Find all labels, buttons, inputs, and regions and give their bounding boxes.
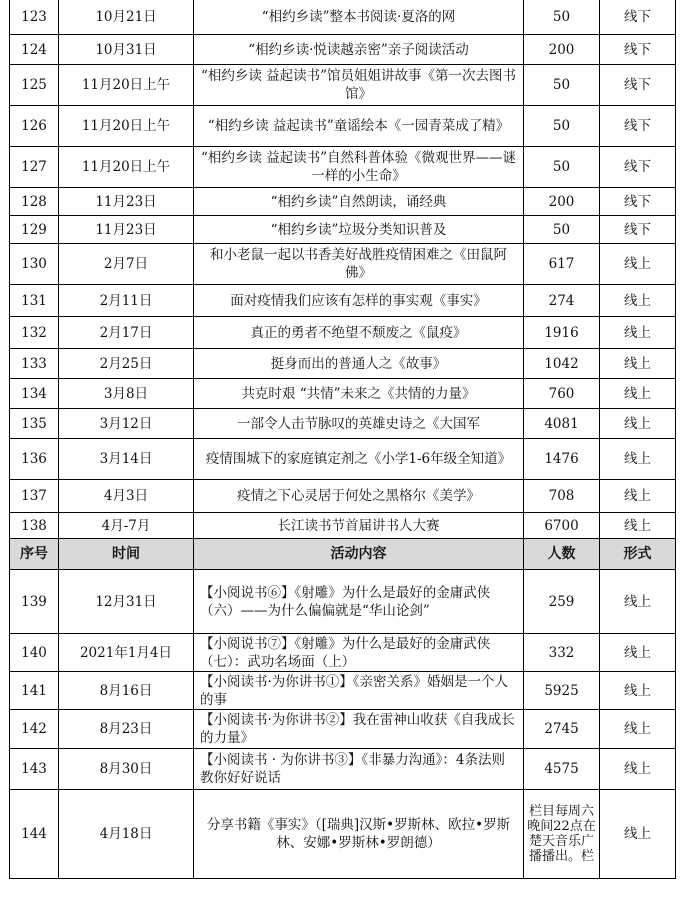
row-date: 2月11日 [59,285,194,317]
row-number: 126 [10,106,59,147]
row-count: 708 [524,480,600,513]
row-form: 线上 [600,480,676,513]
row-form: 线上 [600,285,676,317]
row-content: 和小老鼠一起以书香美好战胜疫情困难之《田鼠阿佛》 [194,244,524,285]
row-form: 线上 [600,790,676,879]
row-date: 11月20日上午 [59,65,194,106]
row-content: “相约乡读 益起读书”童谣绘本《一园青菜成了精》 [194,106,524,147]
row-date: 3月12日 [59,409,194,439]
header-count: 人数 [524,539,600,570]
table-body-lower [10,570,676,879]
table-row [10,439,676,480]
row-date: 8月30日 [59,749,194,790]
row-form: 线上 [600,749,676,790]
row-count: 1042 [524,349,600,379]
row-form: 线上 [600,379,676,409]
table-row [10,672,676,710]
row-form: 线上 [600,672,676,710]
row-form: 线上 [600,570,676,634]
row-number: 130 [10,244,59,285]
row-date: 8月16日 [59,672,194,710]
row-date: 4月-7月 [59,513,194,539]
row-date: 2月7日 [59,244,194,285]
row-number: 143 [10,749,59,790]
row-form: 线上 [600,244,676,285]
row-form: 线上 [600,710,676,749]
row-count: 617 [524,244,600,285]
table-row [10,317,676,349]
row-form: 线下 [600,216,676,244]
row-form: 线上 [600,439,676,480]
row-content: 共克时艰 “共情”未来之《共情的力量》 [194,379,524,409]
row-form: 线上 [600,349,676,379]
row-number: 142 [10,710,59,749]
row-number: 128 [10,188,59,216]
row-count: 栏目每周六晚间22点在楚天音乐广播播出。栏 [524,790,600,879]
table-row [10,379,676,409]
table-row [10,106,676,147]
row-form: 线上 [600,409,676,439]
table-row [10,35,676,65]
row-number: 133 [10,349,59,379]
row-content: 疫情之下心灵居于何处之黑格尔《美学》 [194,480,524,513]
row-date: 3月14日 [59,439,194,480]
row-number: 144 [10,790,59,879]
row-form: 线上 [600,513,676,539]
row-number: 132 [10,317,59,349]
row-number: 138 [10,513,59,539]
row-count: 50 [524,65,600,106]
row-number: 136 [10,439,59,480]
table-row [10,147,676,188]
table-row [10,480,676,513]
row-number: 127 [10,147,59,188]
row-content: 【小阅说书⑦】《射雕》为什么是最好的金庸武侠（七）：武功名场面（上） [194,634,524,672]
table-row [10,570,676,634]
row-number: 141 [10,672,59,710]
table-row [10,0,676,35]
table-header-section [10,539,676,570]
table-row [10,285,676,317]
row-content: 【小阅读书·为你讲书②】我在雷神山收获《自我成长的力量》 [194,710,524,749]
row-form: 线下 [600,35,676,65]
row-number: 123 [10,0,59,35]
row-content: 长江读书节首届讲书人大赛 [194,513,524,539]
row-form: 线下 [600,0,676,35]
table-row [10,634,676,672]
row-number: 125 [10,65,59,106]
row-count: 4575 [524,749,600,790]
row-count: 1476 [524,439,600,480]
row-content: “相约乡读”自然朗读，诵经典 [194,188,524,216]
row-date: 2月17日 [59,317,194,349]
row-number: 129 [10,216,59,244]
table-row [10,244,676,285]
row-count: 274 [524,285,600,317]
table-row [10,216,676,244]
row-count: 259 [524,570,600,634]
row-number: 131 [10,285,59,317]
row-number: 139 [10,570,59,634]
row-form: 线下 [600,147,676,188]
row-count: 200 [524,188,600,216]
row-date: 10月31日 [59,35,194,65]
row-count: 50 [524,106,600,147]
row-content: “相约乡读 益起读书”自然科普体验《微观世界——谜一样的小生命》 [194,147,524,188]
row-content: 【小阅读书·为你讲书①】《亲密关系》婚姻是一个人的事 [194,672,524,710]
row-content: 面对疫情我们应该有怎样的事实观《事实》 [194,285,524,317]
row-content: “相约乡读 益起读书”馆员姐姐讲故事《第一次去图书馆》 [194,65,524,106]
row-count: 332 [524,634,600,672]
table-row [10,749,676,790]
row-date: 11月20日上午 [59,147,194,188]
header-date: 时间 [59,539,194,570]
row-content: 【小阅读书 · 为你讲书③】《非暴力沟通》：4条法则教你好好说话 [194,749,524,790]
table-row [10,710,676,749]
row-count: 200 [524,35,600,65]
header-content: 活动内容 [194,539,524,570]
row-date: 2月25日 [59,349,194,379]
row-form: 线下 [600,65,676,106]
row-count: 50 [524,147,600,188]
row-form: 线下 [600,106,676,147]
row-form: 线上 [600,317,676,349]
row-number: 134 [10,379,59,409]
row-content: 真正的勇者不绝望不颓废之《鼠疫》 [194,317,524,349]
row-date: 11月23日 [59,188,194,216]
row-content: 分享书籍《事实》（[瑞典]汉斯•罗斯林、欧拉•罗斯林、安娜•罗斯林•罗朗德） [194,790,524,879]
row-count: 2745 [524,710,600,749]
row-content: 疫情围城下的家庭镇定剂之《小学1-6年级全知道》 [194,439,524,480]
row-form: 线上 [600,634,676,672]
row-count: 4081 [524,409,600,439]
row-count: 760 [524,379,600,409]
row-date: 4月18日 [59,790,194,879]
row-date: 4月3日 [59,480,194,513]
row-content: “相约乡读·悦读越亲密”亲子阅读活动 [194,35,524,65]
row-content: 【小阅说书⑥】《射雕》为什么是最好的金庸武侠（六）——为什么偏偏就是“华山论剑” [194,570,524,634]
row-count: 1916 [524,317,600,349]
row-form: 线下 [600,188,676,216]
row-count: 50 [524,216,600,244]
row-number: 124 [10,35,59,65]
row-content: 一部令人击节脉叹的英雄史诗之《大国军 [194,409,524,439]
row-number: 137 [10,480,59,513]
row-date: 2021年1月4日 [59,634,194,672]
table-row [10,790,676,879]
row-date: 11月20日上午 [59,106,194,147]
row-date: 12月31日 [59,570,194,634]
row-number: 140 [10,634,59,672]
row-content: “相约乡读”垃圾分类知识普及 [194,216,524,244]
table-row [10,65,676,106]
row-count: 5925 [524,672,600,710]
row-date: 11月23日 [59,216,194,244]
row-count: 6700 [524,513,600,539]
table-row [10,349,676,379]
row-count: 50 [524,0,600,35]
header-form: 形式 [600,539,676,570]
header-no: 序号 [10,539,59,570]
row-content: 挺身而出的普通人之《故事》 [194,349,524,379]
row-content: “相约乡读”整本书阅读·夏洛的网 [194,0,524,35]
table-row [10,409,676,439]
table-row [10,513,676,539]
activity-table [9,0,676,879]
table-row [10,188,676,216]
row-number: 135 [10,409,59,439]
table-body-upper [10,0,676,539]
table-header-row [10,539,676,570]
row-date: 8月23日 [59,710,194,749]
row-date: 3月8日 [59,379,194,409]
row-date: 10月21日 [59,0,194,35]
